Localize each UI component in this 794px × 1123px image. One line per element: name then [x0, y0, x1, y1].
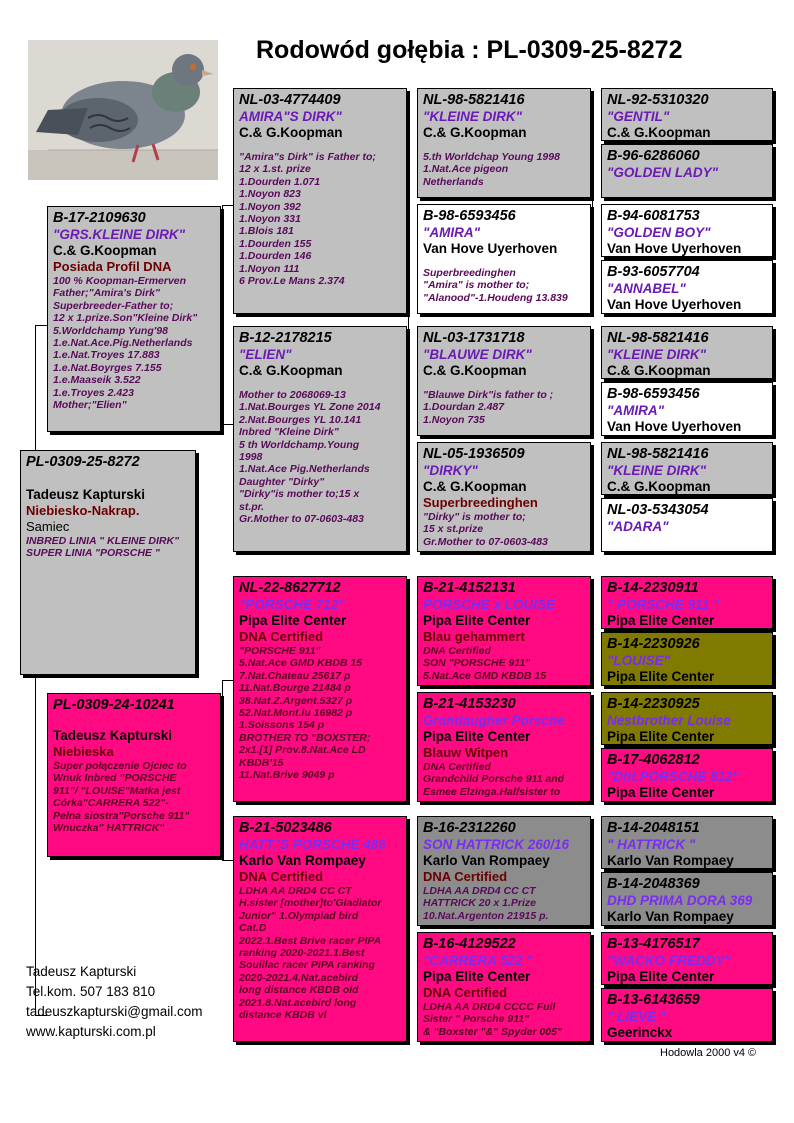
gen3-card[interactable]	[417, 932, 591, 1042]
pigeon-ring: NL-98-5821416	[423, 92, 525, 108]
pigeon-photo	[28, 40, 218, 180]
pigeon-breeder: Van Hove Uyerhoven	[607, 419, 742, 434]
subject-notes: INBRED LINIA " KLEINE DIRK" SUPER LINIA "PORSCHE "	[26, 535, 180, 560]
pigeon-breeder: Pipa Elite Center	[607, 969, 715, 984]
pigeon-ring: B-94-6081753	[607, 208, 700, 224]
mother-card[interactable]	[47, 693, 221, 857]
gen3-card[interactable]	[417, 442, 591, 552]
subject-pigeon-card[interactable]	[20, 450, 196, 675]
gen3-card[interactable]	[417, 576, 591, 686]
pigeon-ring: B-14-2048151	[607, 820, 700, 836]
father-card[interactable]	[47, 206, 221, 432]
pigeon-ring: NL-98-5821416	[607, 446, 709, 462]
pigeon-breeder: Van Hove Uyerhoven	[607, 297, 742, 312]
pigeon-name: "Dht.PORSCHE 812"	[607, 769, 740, 784]
connector-line	[222, 205, 223, 425]
connector-line	[35, 325, 47, 326]
mother-color: Niebieska	[53, 744, 114, 759]
pigeon-extra-note: Blauw Witpen	[423, 745, 509, 760]
pigeon-name: " LIEVE "	[607, 1009, 667, 1024]
pigeon-breeder: C.& G.Koopman	[607, 479, 711, 494]
contact-name: Tadeusz Kapturski	[26, 964, 137, 979]
pigeon-notes: "PORSCHE 911" 5.Nat.Ace GMD KBDB 15 7.Nat.Chateau 25617 p 11.Nat.Bourge 21484 p 38.Nat.Z.Argent.5327 p 52.Nat.Mont.lu 16982 p 1.Soissons 154 p BROTHER TO "BOXSTER; 2x1.[1] Prov.8.Nat.Ace LD KBDB'15 11.Nat.Brive 9049 p	[239, 645, 371, 782]
pigeon-ring: B-21-4152131	[423, 580, 516, 596]
subject-color: Niebiesko-Nakrap.	[26, 503, 140, 518]
pigeon-ring: NL-92-5310320	[607, 92, 709, 108]
pigeon-breeder: Karlo Van Rompaey	[607, 909, 734, 924]
pigeon-name: AMIRA"S DIRK"	[239, 109, 342, 124]
gen4-card[interactable]	[601, 88, 773, 141]
pigeon-notes: DNA Certified Grandchild Porsche 911 and Esmee Elzinga.Halfsister to	[423, 761, 565, 798]
pigeon-breeder: C.& G.Koopman	[607, 125, 711, 140]
pigeon-notes: 5.th Worldchap Young 1998 1.Nat.Ace pigeon Netherlands	[423, 151, 560, 188]
pigeon-ring: NL-03-5343054	[607, 502, 709, 518]
pigeon-breeder: C.& G.Koopman	[239, 125, 343, 140]
pigeon-notes: Superbreedinghen "Amira" is mother to; "Alanood"-1.Houdeng 13.839	[423, 267, 568, 304]
pigeon-name: Grandaugher Porsche	[423, 713, 565, 728]
connector-line	[592, 825, 593, 885]
pigeon-breeder: Pipa Elite Center	[423, 613, 531, 628]
pigeon-extra-note: DNA Certified	[423, 869, 508, 884]
pigeon-illustration	[28, 40, 218, 180]
pigeon-breeder: Karlo Van Rompaey	[423, 853, 550, 868]
connector-line	[408, 100, 409, 330]
pigeon-notes: Mother to 2068069-13 1.Nat.Bourges YL Zone 2014 2.Nat.Bourges YL 10.141 Inbred "Kleine Dirk" 5 th Worldchamp.Young 1998 1.Nat.Ace Pig.Netherlands Daughter "Dirky" "Dirky"is mother to;15 x st.pr. Gr.Mother to 07-0603-483	[239, 389, 381, 526]
connector-line	[222, 680, 223, 860]
pigeon-ring: NL-03-4774409	[239, 92, 341, 108]
pigeon-ring: NL-05-1936509	[423, 446, 525, 462]
pigeon-notes: LDHA AA DRD4 CCCC Full Sister " Porsche 911" & "Boxster "&" Spyder 005"	[423, 1001, 562, 1038]
pigeon-name: "GENTIL"	[607, 109, 670, 124]
pigeon-name: "AMIRA"	[607, 403, 665, 418]
father-dna-note: Posiada Profil DNA	[53, 259, 172, 274]
pigeon-name: "KLEINE DIRK"	[607, 347, 707, 362]
grandmother-maternal-card[interactable]	[233, 816, 407, 1042]
mother-ring: PL-0309-24-10241	[53, 697, 175, 713]
father-notes: 100 % Koopman-Ermerven Father;"Amira's Dirk" Superbreeder-Father to; 12 x 1.prize.Son"Kleine Dirk" 5.Worldchamp Yung'98 1.e.Nat.Ace.Pig.Netherlands 1.e.Nat.Troyes 17.883 1.e.Nat.Boyrges 7.155 1.e.Maaseik 3.522 1.e.Troyes 2.423 Mother;"Elien"	[53, 275, 198, 412]
grandfather-maternal-card[interactable]	[233, 576, 407, 802]
pigeon-ring: B-14-2230911	[607, 580, 699, 596]
pigeon-dna-note: DNA Certified	[239, 629, 324, 644]
pigeon-name: "PORSCHE 712"	[239, 597, 345, 612]
pigeon-name: "ELIEN"	[239, 347, 292, 362]
pigeon-ring: B-93-6057704	[607, 264, 700, 280]
pigeon-name: SON HATTRICK 260/16	[423, 837, 570, 852]
gen3-card[interactable]	[417, 692, 591, 802]
pigeon-name: "KLEINE DIRK"	[423, 109, 523, 124]
gen3-card[interactable]	[417, 204, 591, 314]
gen4-card[interactable]	[601, 260, 773, 314]
pigeon-breeder: Pipa Elite Center	[239, 613, 347, 628]
gen4-card[interactable]	[601, 576, 773, 629]
gen4-card[interactable]	[601, 632, 773, 686]
gen4-card[interactable]	[601, 204, 773, 257]
subject-owner: Tadeusz Kapturski	[26, 487, 146, 502]
pigeon-ring: B-98-6593456	[423, 208, 516, 224]
pigeon-breeder: Pipa Elite Center	[607, 729, 715, 744]
gen4-card[interactable]	[601, 932, 773, 985]
pigeon-breeder: Pipa Elite Center	[423, 969, 531, 984]
gen4-card[interactable]	[601, 872, 773, 926]
pigeon-ring: B-14-2230926	[607, 636, 700, 652]
gen4-card[interactable]	[601, 442, 773, 495]
pigeon-breeder: Geerinckx	[607, 1025, 673, 1040]
pigeon-name: " PORSCHE 911 "	[607, 597, 720, 612]
connector-line	[592, 340, 593, 400]
pigeon-dna-note: DNA Certified	[239, 869, 324, 884]
connector-line	[592, 215, 593, 275]
pigeon-breeder: C.& G.Koopman	[239, 363, 343, 378]
pigeon-name: "GOLDEN BOY"	[607, 225, 711, 240]
pigeon-ring: B-21-5023486	[239, 820, 332, 836]
pigeon-breeder: Van Hove Uyerhoven	[423, 241, 558, 256]
pigeon-ring: B-16-4129522	[423, 936, 516, 952]
pigeon-breeder: Karlo Van Rompaey	[607, 853, 734, 868]
connector-line	[592, 455, 593, 515]
pigeon-name: "LOUISE"	[607, 653, 671, 668]
pigeon-extra-note: Blau gehammert	[423, 629, 525, 644]
footer-version: Hodowla 2000 v4 ©	[660, 1047, 757, 1059]
pigeon-name: " HATTRICK "	[607, 837, 696, 852]
connector-line	[408, 345, 409, 515]
pigeon-breeder: Pipa Elite Center	[607, 613, 715, 628]
pigeon-name: "DIRKY"	[423, 463, 478, 478]
mother-notes: Super połączenie Ojciec to Wnuk Inbred "PORSCHE 911"/ "LOUISE"Matka jest Córka"CARRERA 522"- Pełna siostra"Porsche 911" Wnuczka" HATTRICK"	[53, 760, 190, 835]
connector-line	[408, 825, 409, 1000]
pigeon-extra-note: DNA Certified	[423, 985, 508, 1000]
pigeon-ring: B-96-6286060	[607, 148, 700, 164]
pigeon-ring: B-14-2048369	[607, 876, 700, 892]
pigeon-breeder: C.& G.Koopman	[423, 479, 527, 494]
pigeon-ring: NL-22-8627712	[239, 580, 341, 596]
pigeon-ring: NL-03-1731718	[423, 330, 525, 346]
pigeon-name: "GOLDEN LADY"	[607, 165, 719, 180]
pigeon-ring: B-13-6143659	[607, 992, 700, 1008]
pigeon-ring: B-13-4176517	[607, 936, 700, 952]
page-title: Rodowód gołębia : PL-0309-25-8272	[256, 36, 683, 64]
pigeon-ring: B-16-2312260	[423, 820, 516, 836]
pigeon-breeder: C.& G.Koopman	[423, 125, 527, 140]
gen4-card[interactable]	[601, 692, 773, 745]
pigeon-notes: LDHA AA DRD4 CC CT HATTRICK 20 x 1.Prize 10.Nat.Argenton 21915 p.	[423, 885, 549, 922]
pigeon-breeder: Van Hove Uyerhoven	[607, 241, 742, 256]
mother-owner: Tadeusz Kapturski	[53, 728, 173, 743]
grandmother-paternal-card[interactable]	[233, 326, 407, 552]
pigeon-breeder: C.& G.Koopman	[607, 363, 711, 378]
pigeon-name: "WACKO FREDDY"	[607, 953, 731, 968]
pigeon-notes: "Amira"s Dirk" is Father to; 12 x 1.st. prize 1.Dourden 1.071 1.Noyon 823 1.Noyon 392 1.Noyon 331 1.Blois 181 1.Dourden 155 1.Dourden 146 1.Noyon 111 6 Prov.Le Mans 2.374	[239, 151, 376, 288]
father-breeder: C.& G.Koopman	[53, 243, 157, 258]
pigeon-ring: B-14-2230925	[607, 696, 700, 712]
pigeon-breeder: Pipa Elite Center	[423, 729, 531, 744]
contact-block	[26, 962, 203, 1042]
gen4-card[interactable]	[601, 816, 773, 869]
gen4-card[interactable]	[601, 988, 773, 1042]
gen4-card[interactable]	[601, 144, 773, 198]
pigeon-name: HATT.'S PORSCHE 486	[239, 837, 386, 852]
gen3-card[interactable]	[417, 816, 591, 926]
gen4-card[interactable]	[601, 748, 773, 802]
gen4-card[interactable]	[601, 326, 773, 379]
contact-website[interactable]: www.kapturski.com.pl	[26, 1024, 156, 1039]
grandfather-paternal-card[interactable]	[233, 88, 407, 314]
gen4-card[interactable]	[601, 382, 773, 436]
pigeon-ring: B-12-2178215	[239, 330, 332, 346]
connector-line	[592, 940, 593, 1000]
pigeon-ring: B-98-6593456	[607, 386, 700, 402]
pigeon-name: "CARRERA 522 "	[423, 953, 533, 968]
gen3-card[interactable]	[417, 88, 591, 198]
pigeon-notes: "Dirky" is mother to; 15 x st.prize Gr.Mother to 07-0603-483	[423, 511, 548, 548]
father-name: "GRS.KLEINE DIRK"	[53, 227, 186, 242]
pigeon-breeder: Pipa Elite Center	[607, 669, 715, 684]
connector-line	[408, 585, 409, 760]
contact-email[interactable]: tadeuszkapturski@gmail.com	[26, 1004, 203, 1019]
gen4-card[interactable]	[601, 498, 773, 552]
pigeon-ring: B-21-4153230	[423, 696, 516, 712]
pigeon-breeder: Karlo Van Rompaey	[239, 853, 366, 868]
pigeon-name: DHD PRIMA DORA 369	[607, 893, 753, 908]
pigeon-notes: DNA Certified SON "PORSCHE 911" 5.Nat.Ace GMD KBDB 15	[423, 645, 547, 682]
pigeon-name: PORSCHE x LOUISE	[423, 597, 556, 612]
connector-line	[592, 585, 593, 645]
subject-ring: PL-0309-25-8272	[26, 454, 140, 470]
gen3-card[interactable]	[417, 326, 591, 436]
contact-phone[interactable]: Tel.kom. 507 183 810	[26, 984, 156, 999]
connector-line	[592, 700, 593, 760]
pigeon-name: "BLAUWE DIRK"	[423, 347, 532, 362]
pigeon-notes: "Blauwe Dirk"is father to ; 1.Dourdan 2.487 1.Noyon 735	[423, 389, 554, 426]
pigeon-name: "ADARA"	[607, 519, 669, 534]
pigeon-name: "ANNABEL"	[607, 281, 686, 296]
pigeon-name: "KLEINE DIRK"	[607, 463, 707, 478]
pigeon-breeder: C.& G.Koopman	[423, 363, 527, 378]
father-ring: B-17-2109630	[53, 210, 146, 226]
pigeon-extra-note: Superbreedinghen	[423, 495, 538, 510]
subject-sex: Samiec	[26, 519, 70, 534]
pigeon-breeder: Pipa Elite Center	[607, 785, 715, 800]
pigeon-notes: LDHA AA DRD4 CC CT H.sister [mother]to'Gladiator Junior" 1.Olympiad bird Cat.D 2022.1.Best Brive racer PIPA ranking 2020-2021.1.Best Souillac racer PIPA ranking 2020-2021.4.Nat.acebird long distance KBDB old 2021.8.Nat.acebird long distance KBDB vl	[239, 885, 382, 1022]
pigeon-name: Nestbrother Louise	[607, 713, 731, 728]
pigeon-ring: B-17-4062812	[607, 752, 700, 768]
pigeon-ring: NL-98-5821416	[607, 330, 709, 346]
pigeon-name: "AMIRA"	[423, 225, 481, 240]
